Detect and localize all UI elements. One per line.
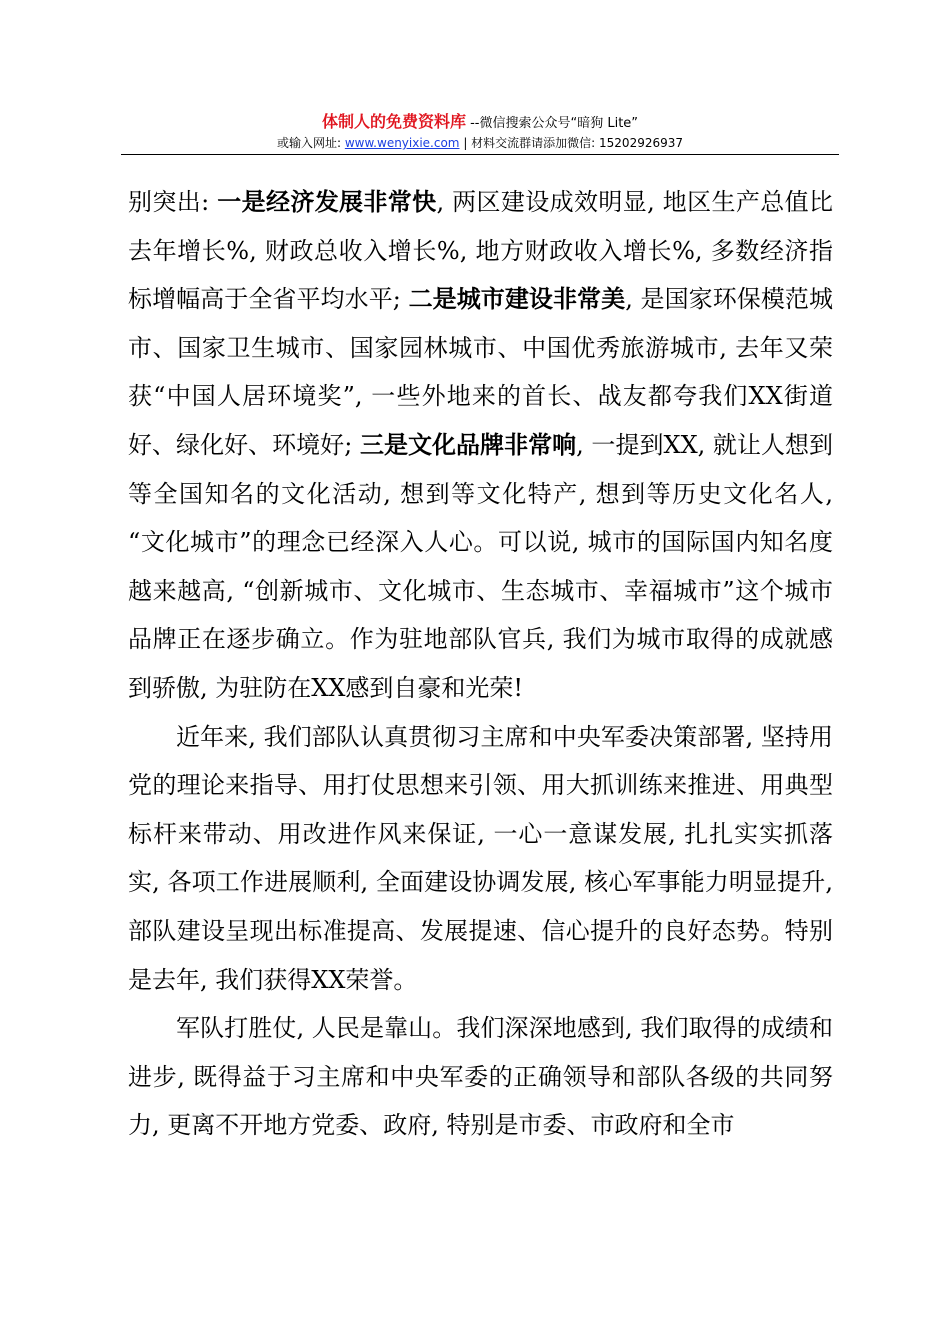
paragraph-3 — [128, 1004, 833, 1150]
header-divider — [121, 154, 839, 155]
header-url-prefix: 或输入网址: — [276, 136, 342, 150]
bold-phrase: 一是经济发展非常快 — [217, 187, 437, 216]
header-contact: | 材料交流群请添加微信: 15202926937 — [459, 136, 684, 150]
header-subtitle: --微信搜索公众号“暗狗 Lite” — [465, 116, 639, 131]
text-run: , 两区建设成效明显, 地区生产总值比去年增长%, 财政总收入增长%, 地方财政收入增长%, 多数经济指标增幅高于全省平均水平; — [128, 188, 834, 314]
paragraph-2 — [128, 713, 833, 1005]
text-run: , 一提到XX, 就让人想到等全国知名的文化活动, 想到等文化特产, 想到等历史文化名人, “文化城市”的理念已经深入人心。可以说, 城市的国际国内知名度越来越高, “创新城市、文化城市、生态城市、幸福城市”这个城市品牌正在逐步确立。作为驻地部队官兵, 我们为城市取得的成就感到骄傲, 为驻防在XX感到自豪和光荣! — [128, 430, 834, 702]
paragraph-1 — [128, 178, 833, 713]
document-body — [128, 178, 833, 1150]
bold-phrase: 二是城市建设非常美 — [408, 284, 626, 314]
header-title-line — [121, 112, 839, 134]
bold-phrase: 三是文化品牌非常响 — [359, 429, 577, 459]
page-header — [121, 112, 839, 152]
text-run: 别突出: — [128, 188, 218, 216]
header-contact-line — [121, 134, 839, 152]
text-run: 近年来, 我们部队认真贯彻习主席和中央军委决策部署, 坚持用党的理论来指导、用打仗思想来引领、用大抓训练来推进、用典型标杆来带动、用改进作风来保证, 一心一意谋发展, 扎扎实实抓落实, 各项工作进展顺利, 全面建设协调发展, 核心军事能力明显提升, 部队建设呈现出标准提高、发展提速、信心提升的良好态势。特别是去年, 我们获得XX荣誉。 — [128, 722, 833, 994]
text-run: 军队打胜仗, 人民是靠山。我们深深地感到, 我们取得的成绩和进步, 既得益于习主席和中央军委的正确领导和部队各级的共同努力, 更离不开地方党委、政府, 特别是市委、市政府和全市 — [128, 1014, 833, 1140]
text-run: , 是国家环保模范城市、国家卫生城市、国家园林城市、中国优秀旅游城市, 去年又荣获“中国人居环境奖”, 一些外地来的首长、战友都夸我们XX街道好、绿化好、环境好; — [128, 285, 834, 459]
header-website-link[interactable]: www.wenyixie.com — [344, 136, 460, 150]
header-title: 体制人的免费资料库 — [321, 112, 466, 131]
